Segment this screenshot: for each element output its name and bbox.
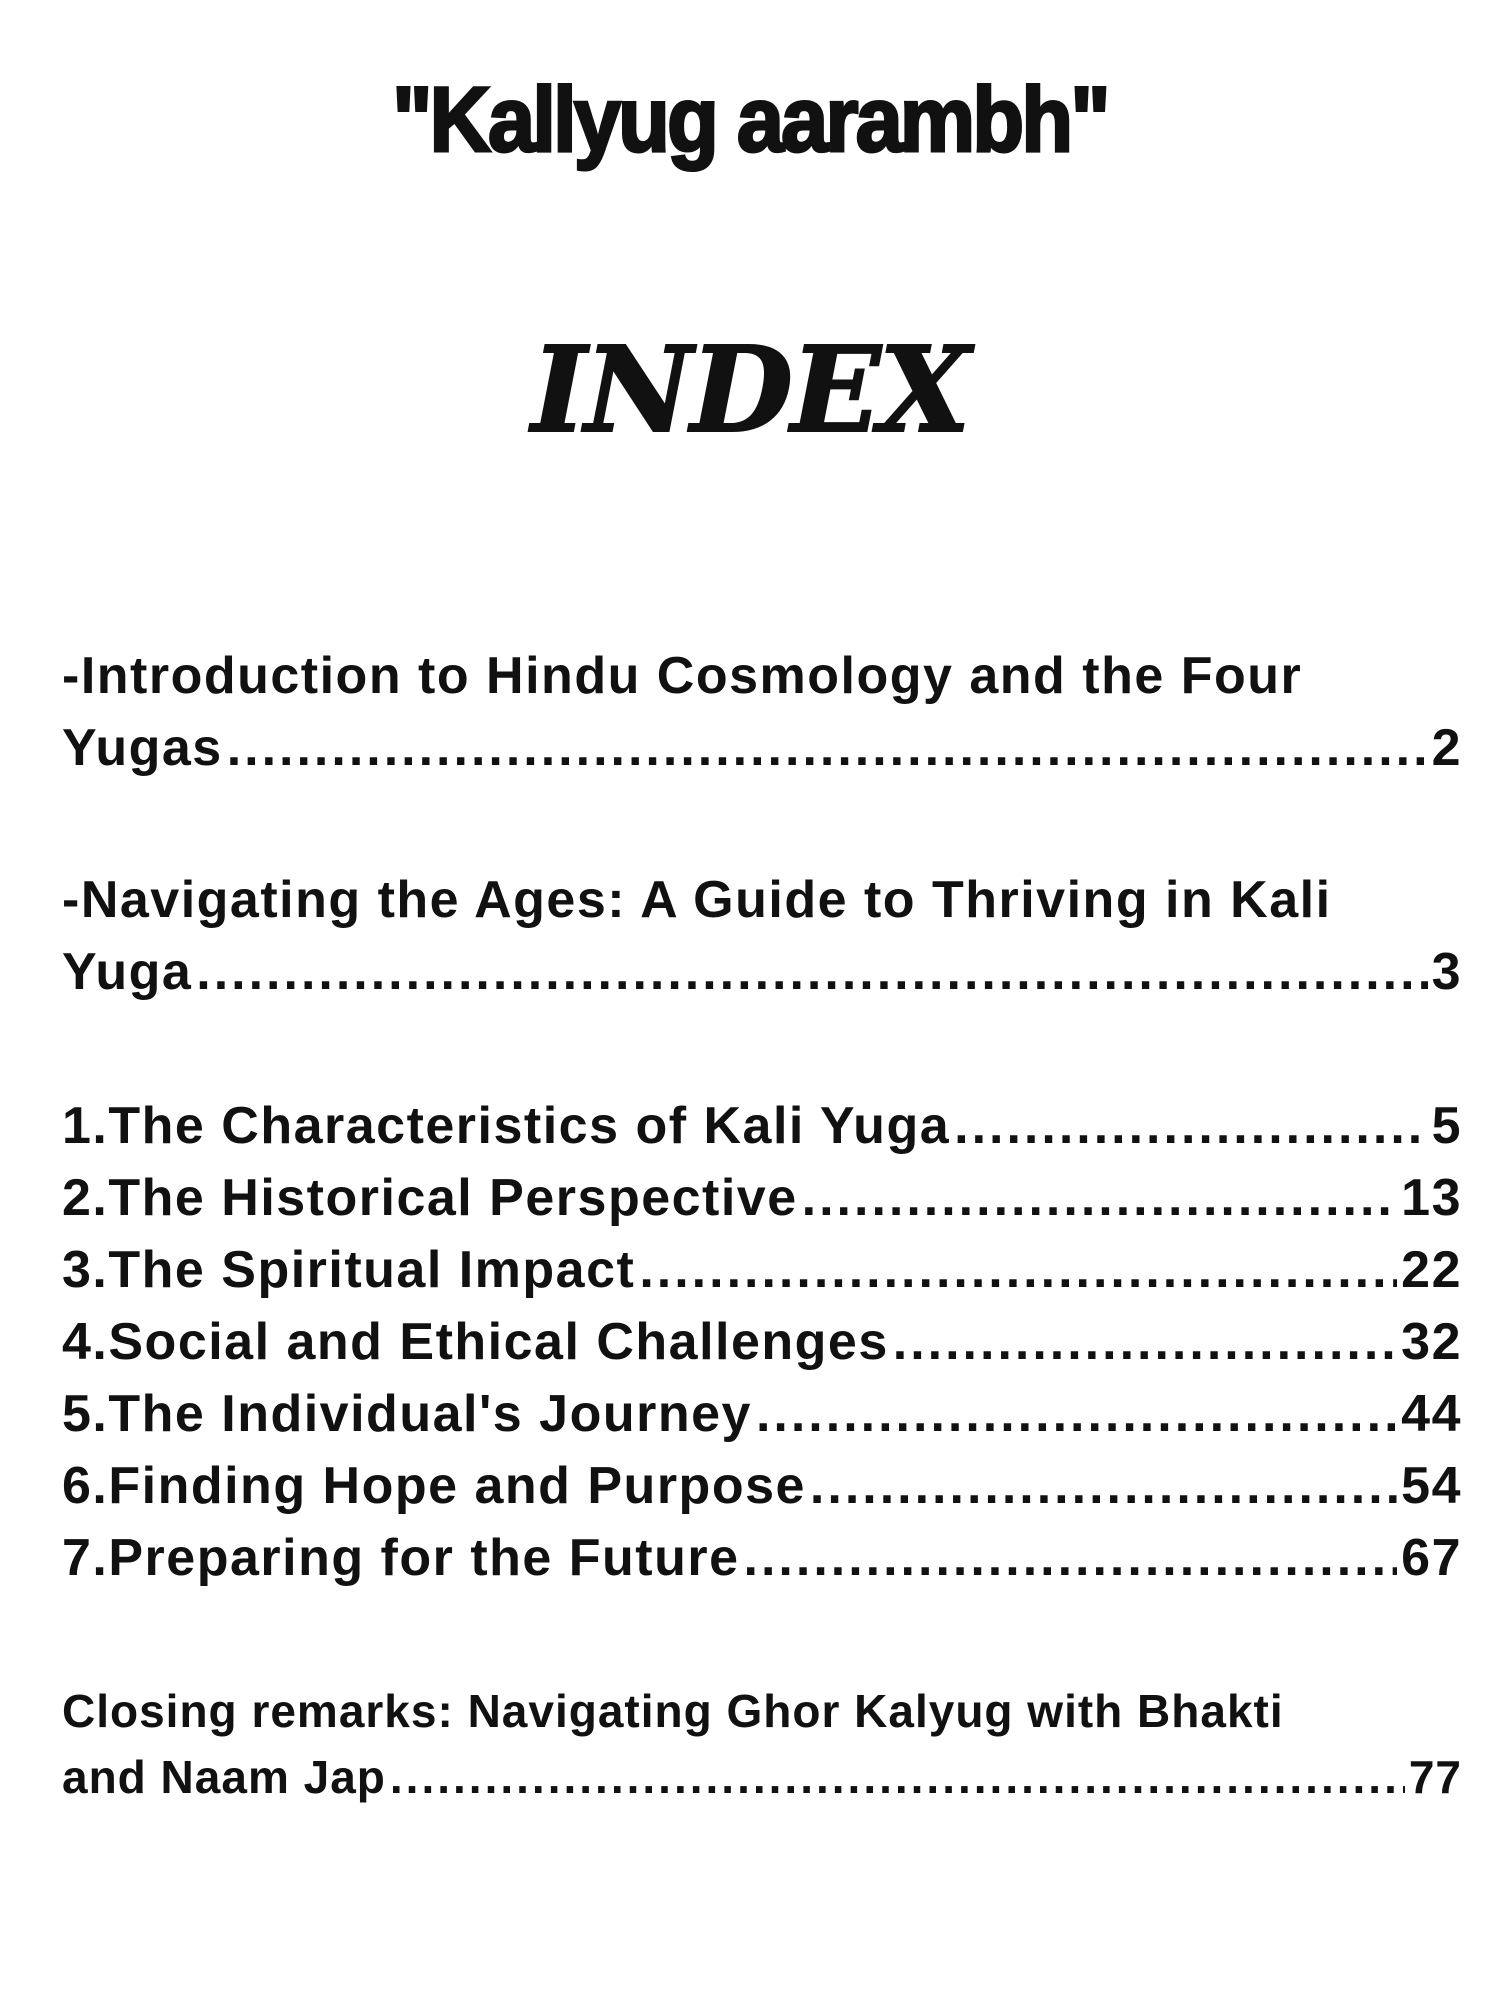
toc-entry-closing (62, 1678, 1462, 1810)
chapter-entry (62, 1162, 1462, 1234)
page-number: 5 (1431, 1097, 1462, 1155)
chapter-title: 5.The Individual's Journey (62, 1385, 752, 1443)
chapter-entry (62, 1522, 1462, 1594)
toc-entry-text: Yuga (62, 943, 193, 1001)
page-number: 32 (1401, 1313, 1462, 1371)
chapter-title: 7.Preparing for the Future (62, 1529, 740, 1587)
chapter-title: 4.Social and Ethical Challenges (62, 1313, 889, 1371)
toc-entry-intro (62, 640, 1462, 784)
dot-leader (802, 1162, 1398, 1234)
dot-leader (196, 936, 1427, 1008)
toc-entry-text: and Naam Jap (62, 1751, 386, 1803)
toc-entry-text: Closing remarks: Navigating Ghor Kalyug with Bhakti (62, 1685, 1284, 1737)
page-number: 13 (1401, 1169, 1462, 1227)
dot-leader (744, 1522, 1398, 1594)
index-heading: INDEX (531, 320, 969, 459)
chapter-entry (62, 1378, 1462, 1450)
dot-leader (639, 1234, 1397, 1306)
chapter-title: 3.The Spiritual Impact (62, 1241, 636, 1299)
toc-entry-text: Yugas (62, 719, 223, 777)
toc-entry-guide (62, 864, 1462, 1008)
page-number: 22 (1401, 1241, 1462, 1299)
book-title: "Kallyug aarambh" (392, 69, 1108, 171)
dot-leader (954, 1090, 1427, 1162)
page-number: 2 (1431, 719, 1462, 777)
page-number: 3 (1431, 943, 1462, 1001)
dot-leader (756, 1378, 1397, 1450)
page-number: 77 (1408, 1751, 1462, 1803)
chapter-title: 1.The Characteristics of Kali Yuga (62, 1097, 951, 1155)
chapter-entry (62, 1306, 1462, 1378)
chapter-entry (62, 1234, 1462, 1306)
dot-leader (390, 1744, 1405, 1810)
table-of-contents (62, 640, 1462, 1810)
dot-leader (810, 1450, 1397, 1522)
chapter-title: 2.The Historical Perspective (62, 1169, 798, 1227)
toc-entry-text: -Navigating the Ages: A Guide to Thriving in Kali (62, 871, 1332, 929)
chapter-entry (62, 1450, 1462, 1522)
dot-leader (893, 1306, 1397, 1378)
page-number: 54 (1401, 1457, 1462, 1515)
page-number: 67 (1401, 1529, 1462, 1587)
toc-entry-text: -Introduction to Hindu Cosmology and the Four (62, 647, 1303, 705)
dot-leader (227, 712, 1428, 784)
chapter-list (62, 1090, 1462, 1594)
chapter-entry (62, 1090, 1462, 1162)
page-number: 44 (1401, 1385, 1462, 1443)
chapter-title: 6.Finding Hope and Purpose (62, 1457, 806, 1515)
